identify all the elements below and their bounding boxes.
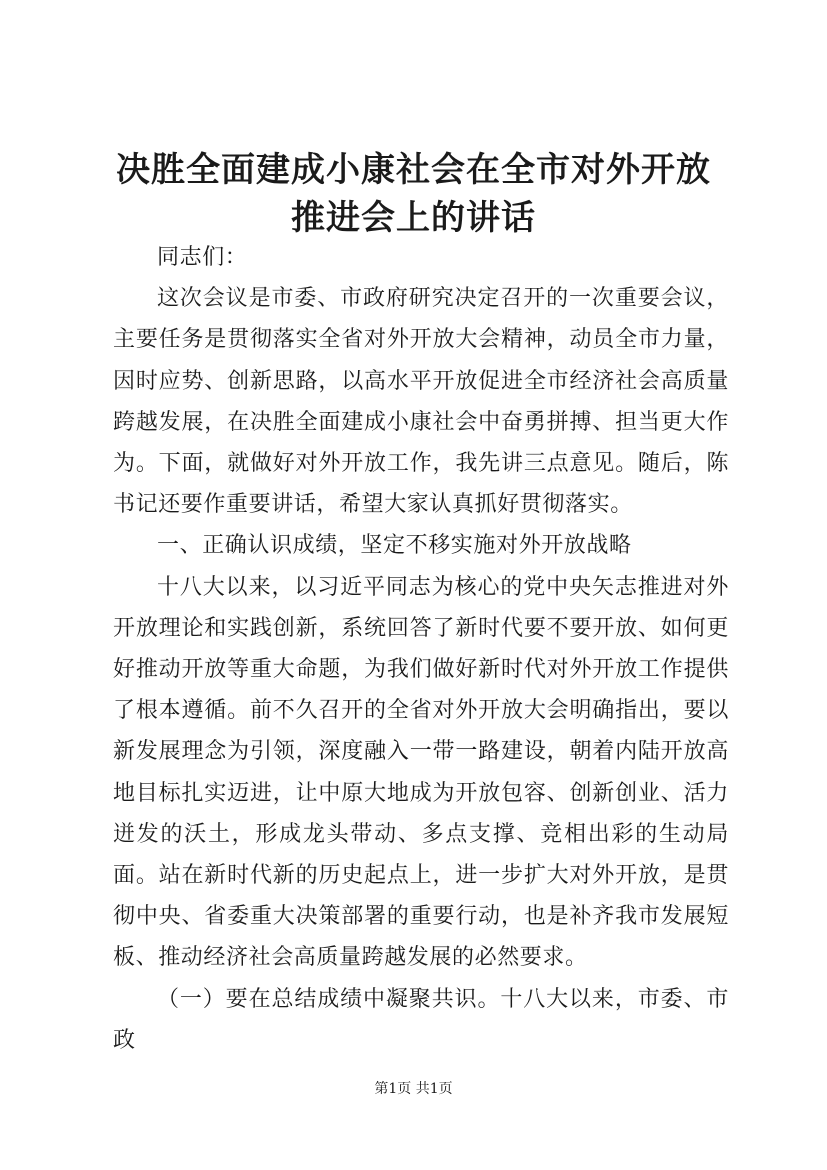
body-paragraph: 十八大以来，以习近平同志为核心的党中央矢志推进对外开放理论和实践创新，系统回答了新时代要不要开放、如何更好推动开放等重大命题，为我们做好新时代对外开放工作提供了根本遵循。前不久召开的全省对外开放大会明确指出，要以新发展理念为引领，深度融入一带一路建设，朝着内陆开放高地目标扎实迈进，让中原大地成为开放包容、创新创业、活力迸发的沃土，形成龙头带动、多点支撑、竞相出彩的生动局面。站在新时代新的历史起点上，进一步扩大对外开放，是贯彻中央、省委重大决策部署的重要行动，也是补齐我市发展短板、推动经济社会高质量跨越发展的必然要求。 [113,574,729,971]
document-body [113,237,729,1061]
document-title: 决胜全面建成小康社会在全市对外开放推进会上的讲话 [116,150,711,238]
section-heading: 一、正确认识成绩，坚定不移实施对外开放战略 [157,533,632,559]
page-footer: 第1页 共1页 [374,1081,453,1097]
salutation-paragraph: 同志们： [157,245,248,270]
intro-paragraph: 这次会议是市委、市政府研究决定召开的一次重要会议，主要任务是贯彻落实全省对外开放大会精神，动员全市力量，因时应势、创新思路，以高水平开放促进全市经济社会高质量跨越发展，在决胜全面建成小康社会中奋勇拼搏、担当更大作为。下面，就做好对外开放工作，我先讲三点意见。随后，陈书记还要作重要讲话，希望大家认真抓好贯彻落实。 [113,286,729,518]
subsection-paragraph: （一）要在总结成绩中凝聚共识。十八大以来，市委、市政 [113,986,729,1053]
